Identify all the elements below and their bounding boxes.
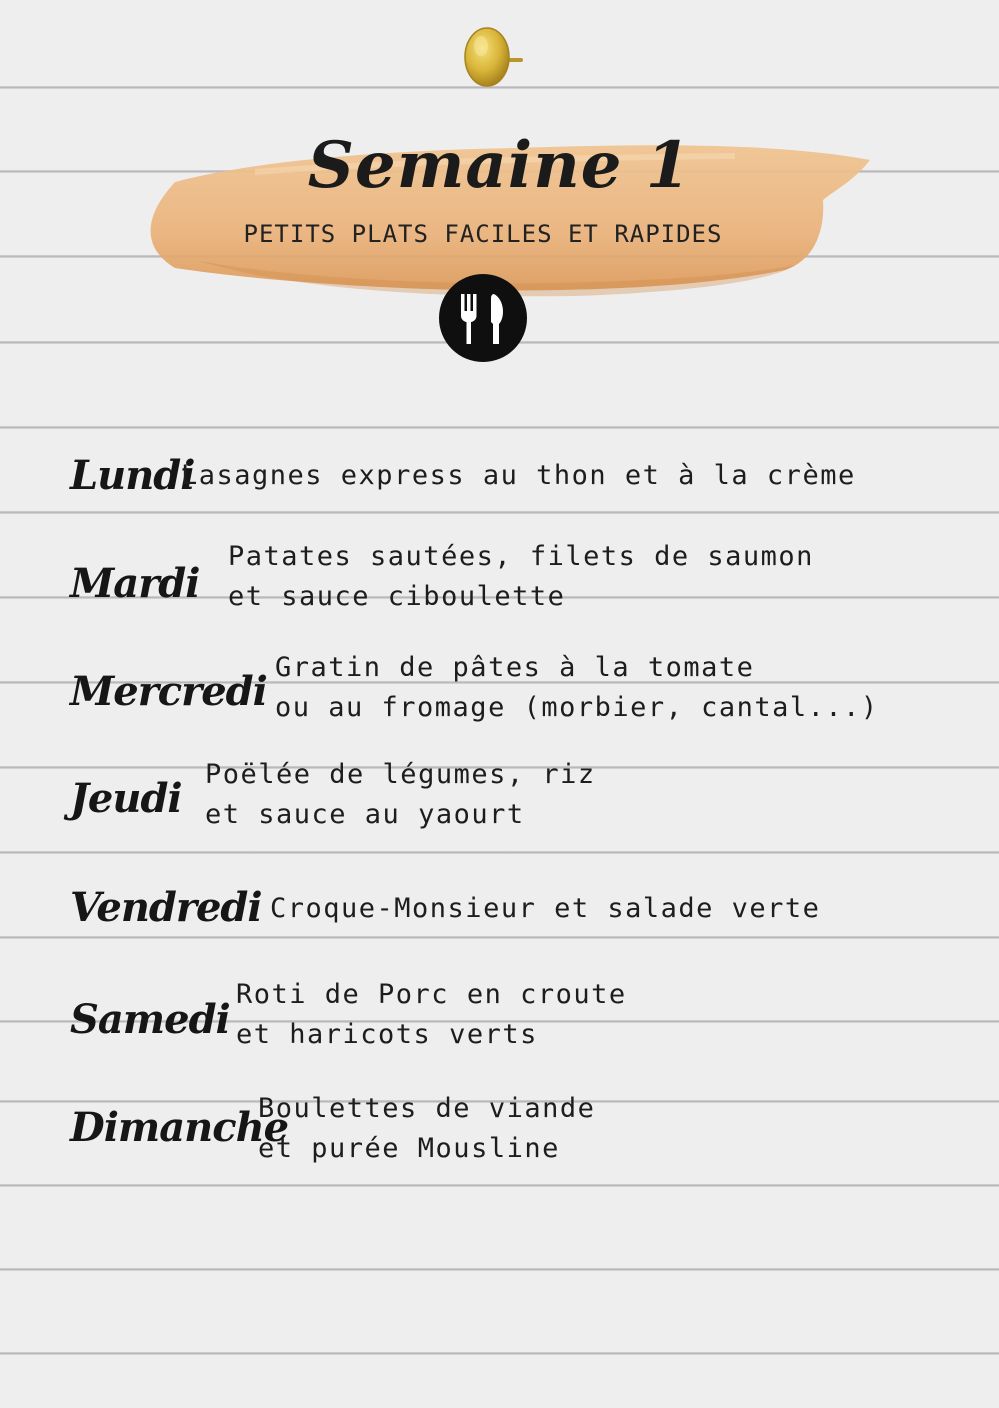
ruled-line — [0, 1352, 999, 1355]
meal-description — [181, 456, 856, 496]
ruled-line — [0, 426, 999, 429]
day-name: Mardi — [70, 560, 200, 607]
meal-line: ou au fromage (morbier, cantal...) — [275, 692, 879, 723]
meal-description — [205, 755, 596, 835]
meal-line: Croque-Monsieur et salade verte — [270, 893, 821, 924]
ruled-line — [0, 511, 999, 514]
meal-line: Lasagnes express au thon et à la crème — [181, 460, 856, 491]
meal-line: et sauce ciboulette — [228, 581, 566, 612]
page-title: Semaine 1 — [307, 128, 692, 203]
meal-description — [275, 648, 879, 728]
meal-description — [270, 889, 820, 929]
ruled-line — [0, 936, 999, 939]
day-name: Mercredi — [70, 668, 267, 715]
meal-description — [228, 537, 814, 617]
day-name: Lundi — [70, 452, 195, 499]
ruled-line — [0, 851, 999, 854]
meal-line: Boulettes de viande — [258, 1093, 596, 1124]
meal-line: Patates sautées, filets de saumon — [228, 541, 814, 572]
cutlery-icon — [439, 274, 527, 362]
day-name: Jeudi — [70, 775, 182, 822]
day-name: Dimanche — [70, 1104, 289, 1151]
meal-line: Roti de Porc en croute — [236, 979, 627, 1010]
ruled-line — [0, 1268, 999, 1271]
meal-line: et sauce au yaourt — [205, 799, 525, 830]
meal-line: et purée Mousline — [258, 1133, 560, 1164]
page-subtitle: PETITS PLATS FACILES ET RAPIDES — [243, 220, 723, 248]
day-name: Vendredi — [70, 884, 262, 931]
meal-description — [258, 1089, 595, 1169]
meal-line: et haricots verts — [236, 1019, 538, 1050]
meal-line: Gratin de pâtes à la tomate — [275, 652, 755, 683]
day-name: Samedi — [70, 996, 230, 1043]
meal-line: Poëlée de légumes, riz — [205, 759, 596, 790]
pushpin-icon — [461, 24, 525, 90]
ruled-line — [0, 1184, 999, 1187]
meal-description — [236, 975, 627, 1055]
